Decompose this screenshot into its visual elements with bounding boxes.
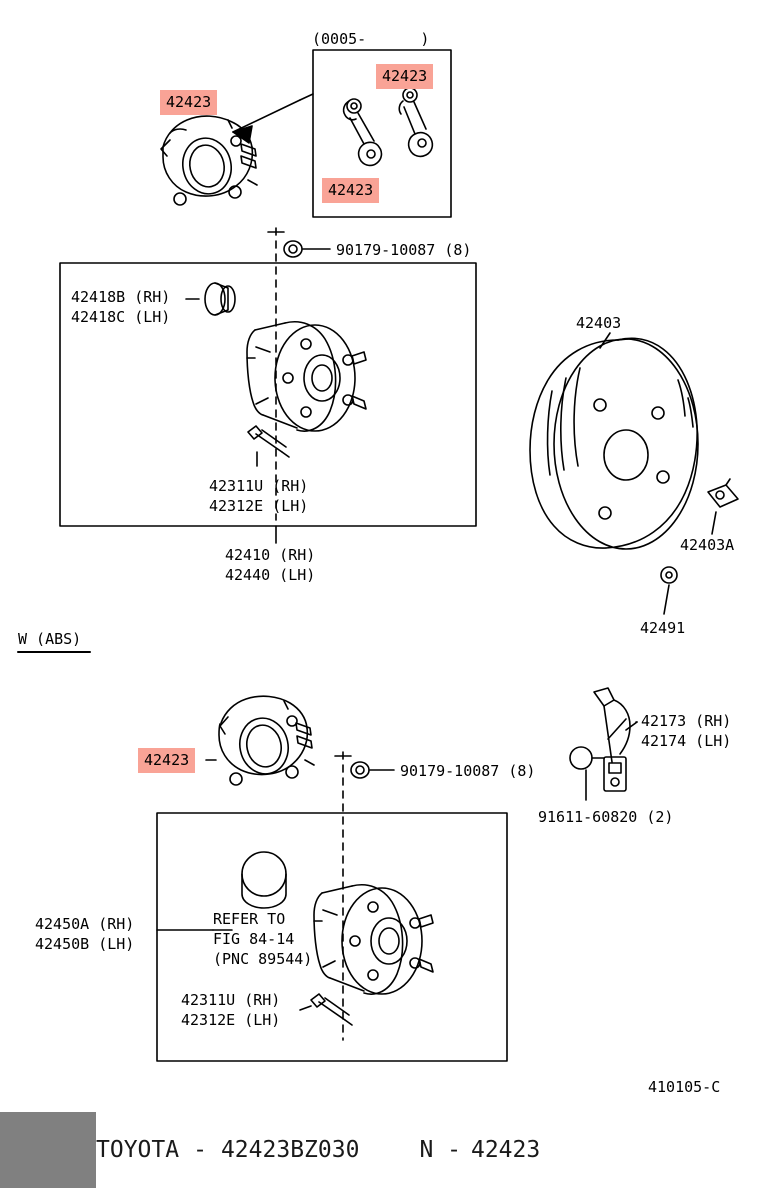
- part-label-42423-inset-top: 42423: [376, 64, 433, 89]
- part-label-42403A: 42403A: [680, 536, 735, 554]
- backing-plate-top: [161, 116, 257, 205]
- leader-drum-clip: [712, 512, 716, 534]
- top-note-label: (0005- ): [312, 30, 430, 48]
- leader-abs-stud: [300, 1006, 311, 1010]
- nut-top: [284, 241, 302, 257]
- part-label-42312E-top: 42312E (LH): [209, 497, 309, 515]
- speed-sensor: [594, 688, 637, 791]
- footer-content: [96, 1112, 760, 1188]
- hub-cap-abs: [242, 852, 286, 908]
- part-label-42450A: 42450A (RH): [35, 915, 135, 933]
- backing-plate-abs: [219, 696, 314, 785]
- hub-assembly-abs: [314, 885, 433, 994]
- part-label-42450B: 42450B (LH): [35, 935, 135, 953]
- brake-drum: [530, 338, 698, 549]
- stud-bolt-abs: [311, 994, 352, 1025]
- sensor-bolt-callout: [570, 747, 604, 800]
- part-label-42491: 42491: [640, 619, 686, 637]
- abs-section-label: W (ABS): [18, 630, 82, 648]
- drum-plug: [661, 567, 677, 583]
- drum-clip: [708, 479, 738, 507]
- footer-separator: -: [193, 1137, 207, 1163]
- leader-arrow-tail: [300, 94, 313, 100]
- part-label-42311U-abs: 42311U (RH): [181, 991, 281, 1009]
- part-label-42418C: 42418C (LH): [71, 308, 171, 326]
- nut-abs: [351, 762, 369, 778]
- link-part-left: [344, 99, 382, 165]
- stud-bolt-top: [248, 426, 289, 457]
- part-label-42173: 42173 (RH): [641, 712, 732, 730]
- part-label-42423-abs: 42423: [138, 748, 195, 773]
- oil-seal: [205, 283, 235, 315]
- footer-bar: [0, 1112, 760, 1188]
- footer-right-number: 42423: [470, 1137, 541, 1163]
- part-label-42311U-top: 42311U (RH): [209, 477, 309, 495]
- hub-assembly-top: [247, 322, 366, 431]
- part-label-42423-top-left: 42423: [160, 90, 217, 115]
- leader-drum-plug: [664, 585, 669, 614]
- part-label-42418B: 42418B (RH): [71, 288, 171, 306]
- leader-arrow-line: [233, 100, 300, 132]
- refer-note-line2: FIG 84-14: [213, 930, 295, 948]
- drawing-number: 410105-C: [648, 1078, 721, 1096]
- part-label-90179-abs: 90179-10087 (8): [400, 762, 536, 780]
- part-label-42174: 42174 (LH): [641, 732, 732, 750]
- part-label-42423-inset-bottom: 42423: [322, 178, 379, 203]
- footer-brand: TOYOTA: [96, 1137, 180, 1163]
- refer-note-line1: REFER TO: [213, 910, 286, 928]
- part-label-91611: 91611-60820 (2): [538, 808, 674, 826]
- part-label-42312E-abs: 42312E (LH): [181, 1011, 281, 1029]
- footer-part-number: 42423BZ030: [220, 1137, 360, 1163]
- footer-right-prefix: N -: [419, 1137, 461, 1163]
- part-label-90179-top: 90179-10087 (8): [336, 241, 472, 259]
- part-label-42410: 42410 (RH): [225, 546, 316, 564]
- refer-note-line3: (PNC 89544): [213, 950, 313, 968]
- part-label-42440: 42440 (LH): [225, 566, 316, 584]
- link-part-right: [399, 88, 432, 156]
- part-label-42403: 42403: [576, 314, 622, 332]
